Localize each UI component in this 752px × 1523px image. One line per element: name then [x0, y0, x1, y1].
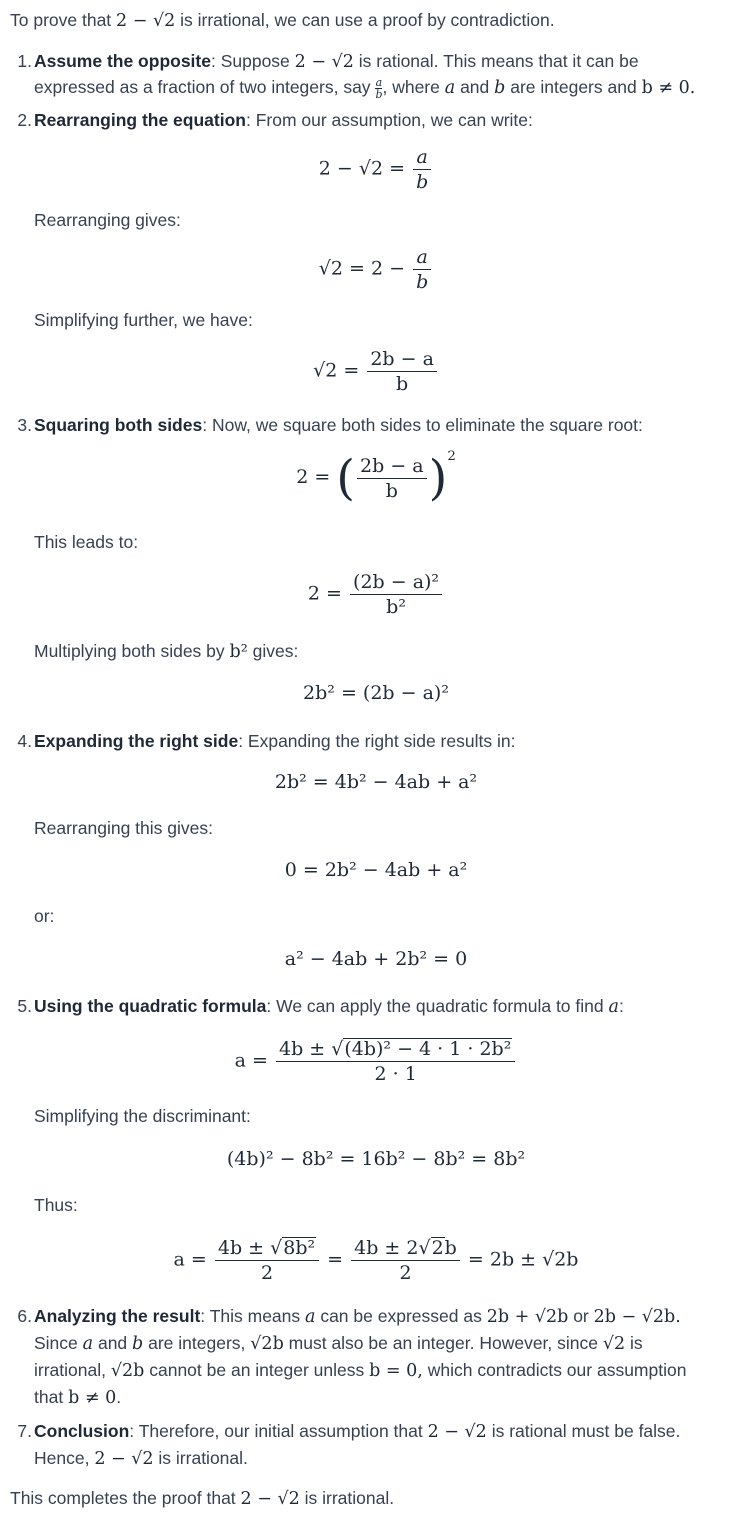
step-6-number: 6. [17, 1306, 32, 1326]
step-1-line-1 [34, 49, 639, 74]
text: must also be an integer. However, since [288, 1333, 598, 1353]
step-5-equation-3 [0, 1236, 752, 1285]
step-2-mid-2: Simplifying further, we have: [34, 310, 253, 330]
text: are integers, [148, 1333, 246, 1353]
text: : This means [200, 1306, 301, 1326]
fraction-numerator: (2b − a)² [353, 571, 440, 593]
fraction-numerator: 2b − a [370, 348, 434, 370]
step-1-title: Assume the opposite [34, 51, 211, 71]
step-5-text: : We can apply the quadratic formula to find [266, 996, 604, 1016]
outro-text: This completes the proof that [10, 1488, 236, 1508]
math: a [305, 1307, 316, 1327]
exponent: 2 [447, 448, 456, 464]
step-3-text: : Now, we square both sides to eliminate the square root: [202, 415, 643, 435]
intro-math: 2 − √2 [116, 11, 176, 31]
step-1-number: 1. [17, 51, 32, 71]
step-5-line [34, 994, 624, 1019]
step-4-equation-1: 2b² = 4b² − 4ab + a² [274, 771, 478, 793]
equation-fraction [350, 570, 442, 619]
equation-fraction [357, 454, 427, 503]
step-3-equation-1 [0, 450, 752, 506]
fraction-denominator: b [367, 371, 437, 396]
text: or [573, 1306, 589, 1326]
step-1-line-2 [34, 75, 695, 100]
text: cannot be an integer unless [149, 1360, 365, 1380]
math: b ≠ 0 [68, 1388, 117, 1408]
fraction-numerator: 4b ± √(4b)² − 4 · 1 · 2b² [278, 1038, 512, 1060]
equation-fraction [413, 245, 431, 294]
equation-lhs: √2 = [313, 359, 360, 382]
step-6-line-3 [34, 1358, 686, 1383]
text: : Therefore, our initial assumption that [129, 1421, 423, 1441]
step-3-mid-text-end: gives: [252, 641, 299, 661]
step-4-mid-2: or: [34, 906, 55, 926]
numerator-text: 4b ± [217, 1237, 265, 1259]
equation-lhs: √2 = 2 − [318, 257, 406, 280]
fraction-denominator: b [413, 269, 431, 294]
fraction-numerator: 4b ± √8b² [217, 1237, 316, 1259]
equation-lhs: a = [234, 1049, 268, 1072]
numerator-tail: b [444, 1237, 457, 1259]
step-4-equation-2: 0 = 2b² − 4ab + a² [284, 859, 468, 881]
equation-fraction-1 [215, 1236, 319, 1285]
text: is [630, 1333, 643, 1353]
step-2-equation-3 [0, 347, 752, 396]
text: Since [34, 1333, 78, 1353]
step-1-text: : Suppose [210, 51, 290, 71]
numerator-text: 4b ± 2 [354, 1237, 419, 1259]
var-a: a [444, 78, 456, 98]
math: 2 − √2 [94, 1449, 154, 1469]
fraction-numerator: a [375, 75, 383, 89]
step-6-line-1 [34, 1304, 681, 1329]
step-1-text-e: and [460, 77, 490, 97]
step-1-text-d: , where [382, 77, 440, 97]
right-paren: ) [428, 450, 448, 506]
step-2-text: : From our assumption, we can write: [245, 110, 533, 130]
math: b = 0, [369, 1361, 423, 1381]
math: √2b [110, 1361, 145, 1381]
step-3-mid-1: This leads to: [34, 532, 139, 552]
math: 2b − √2b. [593, 1307, 681, 1327]
fraction-numerator: a [416, 246, 428, 268]
fraction-denominator: b [413, 169, 431, 194]
math: 2 − √2 [427, 1422, 487, 1442]
var-b: b [494, 78, 506, 98]
math: √2 [602, 1334, 626, 1354]
step-4-text: : Expanding the right side results in: [238, 731, 516, 751]
equation-lhs: a = [173, 1248, 207, 1271]
radicand: 2 [431, 1237, 444, 1259]
equation-fraction [413, 145, 431, 194]
step-3-equation-2 [0, 570, 752, 619]
step-4-line [34, 729, 515, 753]
step-4-equation-3: a² − 4ab + 2b² = 0 [284, 948, 468, 970]
step-2-equation-2 [0, 245, 752, 294]
equation-lhs: 2 = [307, 582, 342, 605]
radicand: (4b)² − 4 · 1 · 2b² [344, 1038, 512, 1060]
numerator-text: 4b ± [278, 1038, 326, 1060]
step-5-mid-2: Thus: [34, 1195, 78, 1215]
fraction-numerator: 4b ± 2√2b [354, 1237, 457, 1259]
text: is irrational. [158, 1448, 248, 1468]
outro-math: 2 − √2 [240, 1489, 300, 1509]
step-5-equation-2: (4b)² − 8b² = 16b² − 8b² = 8b² [226, 1148, 526, 1170]
step-1-text-c: expressed as a fraction of two integers, say [34, 77, 371, 97]
radicand: 8b² [283, 1237, 316, 1259]
step-2-equation-1 [0, 145, 752, 194]
math: a [82, 1334, 94, 1354]
math: √2b [250, 1334, 284, 1354]
step-7-line-1 [34, 1419, 680, 1444]
step-7-line-2 [34, 1446, 248, 1471]
fraction-numerator: 2b − a [360, 454, 424, 477]
step-1-text-f: are integers and [510, 77, 637, 97]
step-1-text-b: is rational. This means that it can be [358, 51, 639, 71]
intro-text-end: is irrational, we can use a proof by contradiction. [180, 10, 555, 30]
fraction-numerator: a [416, 146, 428, 168]
step-7-number: 7. [17, 1421, 32, 1441]
step-2-mid-1: Rearranging gives: [34, 210, 181, 230]
step-4-number: 4. [17, 731, 32, 751]
step-4-mid-1: Rearranging this gives: [34, 818, 213, 838]
step-2-number: 2. [17, 110, 32, 130]
step-3-mid-text: Multiplying both sides by [34, 641, 225, 661]
equation-lhs: 2 − √2 = [318, 157, 406, 180]
equation-fraction-2 [351, 1236, 460, 1285]
fraction-denominator: 2 · 1 [276, 1061, 515, 1086]
fraction-denominator: 2 [351, 1260, 460, 1285]
step-6-line-4 [34, 1385, 121, 1410]
step-5-title: Using the quadratic formula [34, 996, 267, 1016]
math: b [132, 1334, 144, 1354]
outro-text-end: is irrational. [304, 1488, 395, 1508]
step-4-title: Expanding the right side [34, 731, 239, 751]
intro-text: To prove that [10, 10, 112, 30]
equation-rhs: = 2b ± √2b [467, 1248, 579, 1271]
step-3-equation-3: 2b² = (2b − a)² [303, 682, 449, 704]
text: that [34, 1387, 64, 1407]
text: . [116, 1387, 122, 1407]
outro-paragraph [10, 1486, 394, 1511]
text: which contradicts our assumption [427, 1360, 687, 1380]
left-paren: ( [336, 450, 356, 506]
text: can be expressed as [320, 1306, 482, 1326]
fraction-denominator: b [375, 87, 383, 101]
intro-paragraph [10, 8, 555, 33]
math: 2b + √2b [486, 1307, 569, 1327]
step-3-title: Squaring both sides [34, 415, 203, 435]
step-6-line-2 [34, 1331, 643, 1356]
fraction-denominator: b [357, 478, 427, 503]
step-5-math: a [608, 997, 619, 1017]
equation-fraction [367, 347, 437, 396]
fraction-denominator: b² [350, 594, 442, 619]
step-3-mid-math: b² [229, 642, 248, 662]
text: irrational, [34, 1360, 106, 1380]
step-6-title: Analyzing the result [34, 1306, 201, 1326]
step-7-title: Conclusion [34, 1421, 130, 1441]
text: is rational must be false. [491, 1421, 681, 1441]
step-3-line [34, 413, 643, 437]
step-5-number: 5. [17, 996, 32, 1016]
equals-sign: = [327, 1248, 344, 1271]
equation-fraction [276, 1037, 515, 1086]
step-2-line [34, 108, 533, 132]
step-5-text-end: : [618, 996, 624, 1016]
step-3-mid-2 [34, 639, 298, 664]
step-2-title: Rearranging the equation [34, 110, 246, 130]
text: and [97, 1333, 128, 1353]
step-3-number: 3. [17, 415, 32, 435]
step-5-equation-1 [0, 1037, 752, 1086]
step-1-math: 2 − √2 [294, 52, 354, 72]
equation-lhs: 2 = [296, 466, 331, 488]
step-5-mid-1: Simplifying the discriminant: [34, 1106, 251, 1126]
fraction-denominator: 2 [215, 1260, 319, 1285]
text: Hence, [34, 1448, 90, 1468]
step-1-condition: b ≠ 0. [641, 78, 696, 98]
